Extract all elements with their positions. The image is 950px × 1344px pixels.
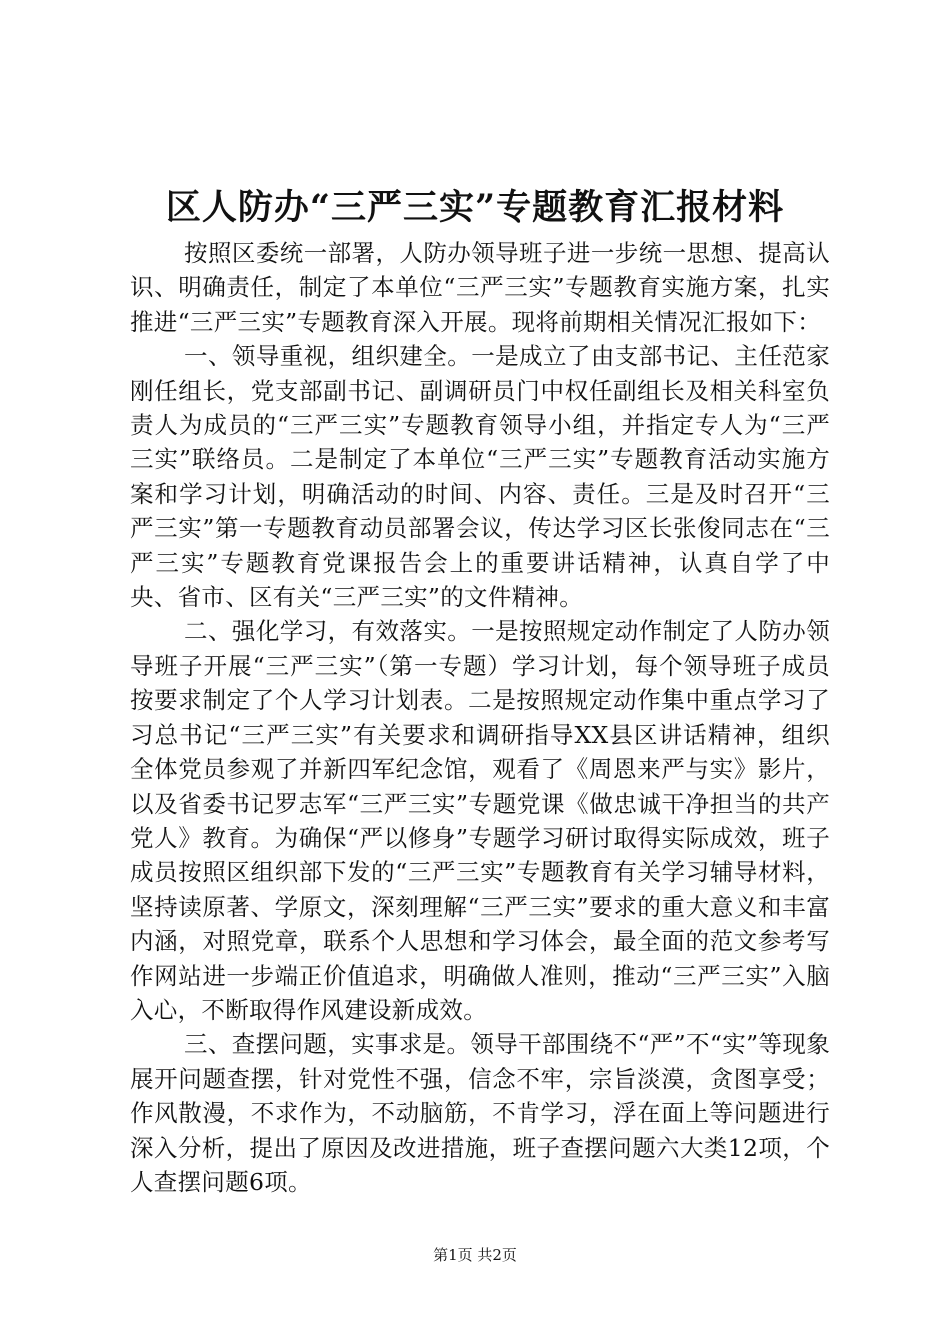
page-number-footer: 第1页 共2页	[433, 1246, 517, 1264]
paragraph-intro: 按照区委统一部署，人防办领导班子进一步统一思想、提高认识、明确责任，制定了本单位“三严三实”专题教育实施方案，扎实推进“三严三实”专题教育深入开展。现将前期相关情况汇报如下：	[130, 239, 830, 336]
paragraph-section-1: 一、领导重视，组织建全。一是成立了由支部书记、主任范家刚任组长，党支部副书记、副调研员门中权任副组长及相关科室负责人为成员的“三严三实”专题教育领导小组，并指定专人为“三严三实”联络员。二是制定了本单位“三严三实”专题教育活动实施方案和学习计划，明确活动的时间、内容、责任。三是及时召开“三严三实”第一专题教育动员部署会议，传达学习区长张俊同志在“三严三实”专题教育党课报告会上的重要讲话精神，认真自学了中央、省市、区有关“三严三实”的文件精神。	[130, 342, 830, 612]
document-body	[130, 236, 830, 1199]
paragraph-section-3: 三、查摆问题，实事求是。领导干部围绕不“严”不“实”等现象展开问题查摆，针对党性不强，信念不牢，宗旨淡漠，贪图享受；作风散漫，不求作为，不动脑筋，不肯学习，浮在面上等问题进行深入分析，提出了原因及改进措施，班子查摆问题六大类12项，个人查摆问题6项。	[130, 1030, 830, 1196]
paragraph-section-2: 二、强化学习，有效落实。一是按照规定动作制定了人防办领导班子开展“三严三实”（第一专题）学习计划，每个领导班子成员按要求制定了个人学习计划表。二是按照规定动作集中重点学习了习总书记“三严三实”有关要求和调研指导XX县区讲话精神，组织全体党员参观了并新四军纪念馆，观看了《周恩来严与实》影片，以及省委书记罗志军“三严三实”专题党课《做忠诚干净担当的共产党人》教育。为确保“严以修身”专题学习研讨取得实际成效，班子成员按照区组织部下发的“三严三实”专题教育有关学习辅导材料，坚持读原著、学原文，深刻理解“三严三实”要求的重大意义和丰富内涵，对照党章，联系个人思想和学习体会，最全面的范文参考写作网站进一步端正价值追求，明确做人准则，推动“三严三实”入脑入心，不断取得作风建设新成效。	[130, 617, 830, 1024]
document-title: 区人防办“三严三实”专题教育汇报材料	[165, 187, 785, 228]
